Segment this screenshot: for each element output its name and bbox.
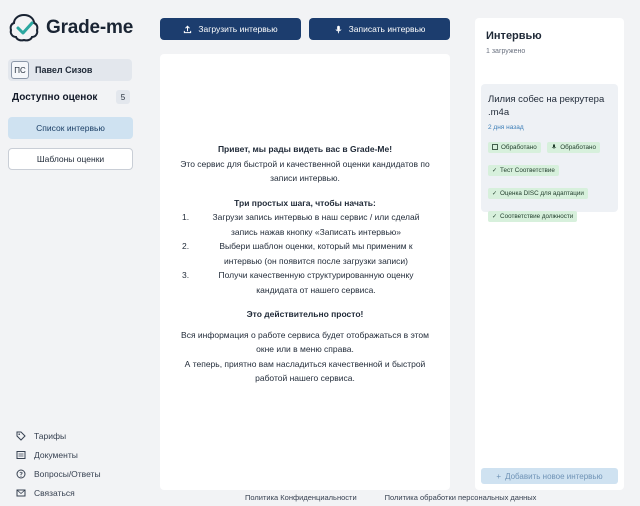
quota (12, 90, 130, 104)
enjoy-text: А теперь, приятно вам насладиться качественной и быстрой работой нашего сервиса. (184, 358, 426, 383)
tag-icon (16, 431, 26, 441)
steps-title: Три простых шага, чтобы начать: (234, 197, 376, 208)
avatar: ПС (11, 61, 29, 79)
upload-icon (183, 25, 192, 34)
template-badge[interactable] (488, 165, 559, 176)
step-text: Получи качественную структурированную оценку кандидата от нашего сервиса. (218, 270, 414, 295)
user-name: Павел Сизов (35, 65, 93, 75)
template-badge[interactable] (488, 211, 577, 222)
upload-label: Загрузить интервью (198, 24, 278, 34)
help-icon (16, 469, 26, 479)
welcome-panel (160, 54, 450, 490)
step-number: 2. (182, 241, 190, 251)
interview-title: Лилия собес на рекрутера .m4a (488, 94, 605, 118)
nav-item-label: Вопросы/Ответы (34, 468, 101, 479)
interview-tags (488, 137, 616, 228)
status-badge (547, 142, 600, 153)
tag-label: Соответствие должности (500, 212, 574, 220)
upload-interview-button[interactable] (160, 18, 301, 40)
document-icon (16, 450, 26, 460)
simple-note: Это действительно просто! (246, 309, 364, 319)
check-icon: ✓ (492, 190, 498, 197)
mail-icon (16, 488, 26, 498)
step-number: 3. (182, 270, 190, 280)
interviews-title: Интервью (486, 30, 542, 42)
step-text: Загрузи запись интервью в наш сервис / или сделай запись нажав кнопку «Записать интервью» (212, 212, 420, 237)
personal-data-policy-link[interactable]: Политика обработки персональных данных (384, 493, 537, 502)
check-icon: ✓ (492, 167, 498, 174)
nav-item-label: Связаться (34, 487, 75, 498)
interviews-count: 1 загружено (486, 48, 526, 55)
logo[interactable] (8, 12, 133, 44)
quota-count-badge: 5 (116, 90, 130, 104)
microphone-icon (551, 144, 557, 150)
interview-date: 2 дня назад (488, 124, 524, 131)
info-text: Вся информация о работе сервиса будет отображаться в этом окне или в меню справа. (181, 329, 429, 354)
tag-label: Оценка DISC для адаптации (500, 189, 584, 197)
user-profile[interactable] (8, 59, 132, 81)
nav-item-faq[interactable] (16, 464, 101, 483)
steps-list (178, 210, 432, 297)
status-badge (488, 142, 541, 153)
check-icon: ✓ (492, 213, 498, 220)
bottom-nav (16, 426, 101, 502)
footer-links (245, 493, 536, 502)
tag-label: Тест Соответствие (500, 166, 555, 174)
tag-label: Обработано (501, 143, 537, 151)
template-badge[interactable] (488, 188, 588, 199)
step-item (178, 268, 432, 297)
tag-label: Обработано (560, 143, 597, 151)
step-item (178, 239, 432, 268)
welcome-heading: Привет, мы рады видеть вас в Grade-Me! (217, 144, 393, 154)
add-interview-button[interactable] (481, 468, 618, 484)
nav-item-contact[interactable] (16, 483, 101, 502)
interviews-panel (475, 18, 624, 490)
record-interview-button[interactable] (309, 18, 450, 40)
nav-item-label: Тарифы (34, 430, 67, 441)
nav-item-documents[interactable] (16, 445, 101, 464)
quota-label: Доступно оценок (12, 91, 98, 103)
welcome-text (178, 142, 432, 386)
logo-icon (8, 12, 40, 44)
record-label: Записать интервью (348, 24, 426, 34)
brand-name: Grade-me (46, 17, 134, 38)
welcome-intro: Это сервис для быстрой и качественной оценки кандидатов по записи интервью. (180, 158, 430, 183)
microphone-icon (334, 25, 343, 34)
plus-icon: + (496, 471, 502, 481)
step-text: Выбери шаблон оценки, который мы применим к интервью (он появится после загрузки записи) (219, 241, 413, 266)
interview-list-button[interactable]: Список интервью (8, 117, 133, 139)
document-icon (492, 144, 498, 150)
interview-card[interactable] (481, 84, 618, 220)
step-number: 1. (182, 212, 190, 222)
privacy-policy-link[interactable]: Политика Конфиденциальности (245, 493, 357, 502)
step-item (178, 210, 432, 239)
templates-button[interactable]: Шаблоны оценки (8, 148, 133, 170)
nav-item-label: Документы (34, 449, 78, 460)
nav-item-tariffs[interactable] (16, 426, 101, 445)
add-interview-label: Добавить новое интервью (505, 471, 603, 481)
sidebar (0, 0, 142, 506)
